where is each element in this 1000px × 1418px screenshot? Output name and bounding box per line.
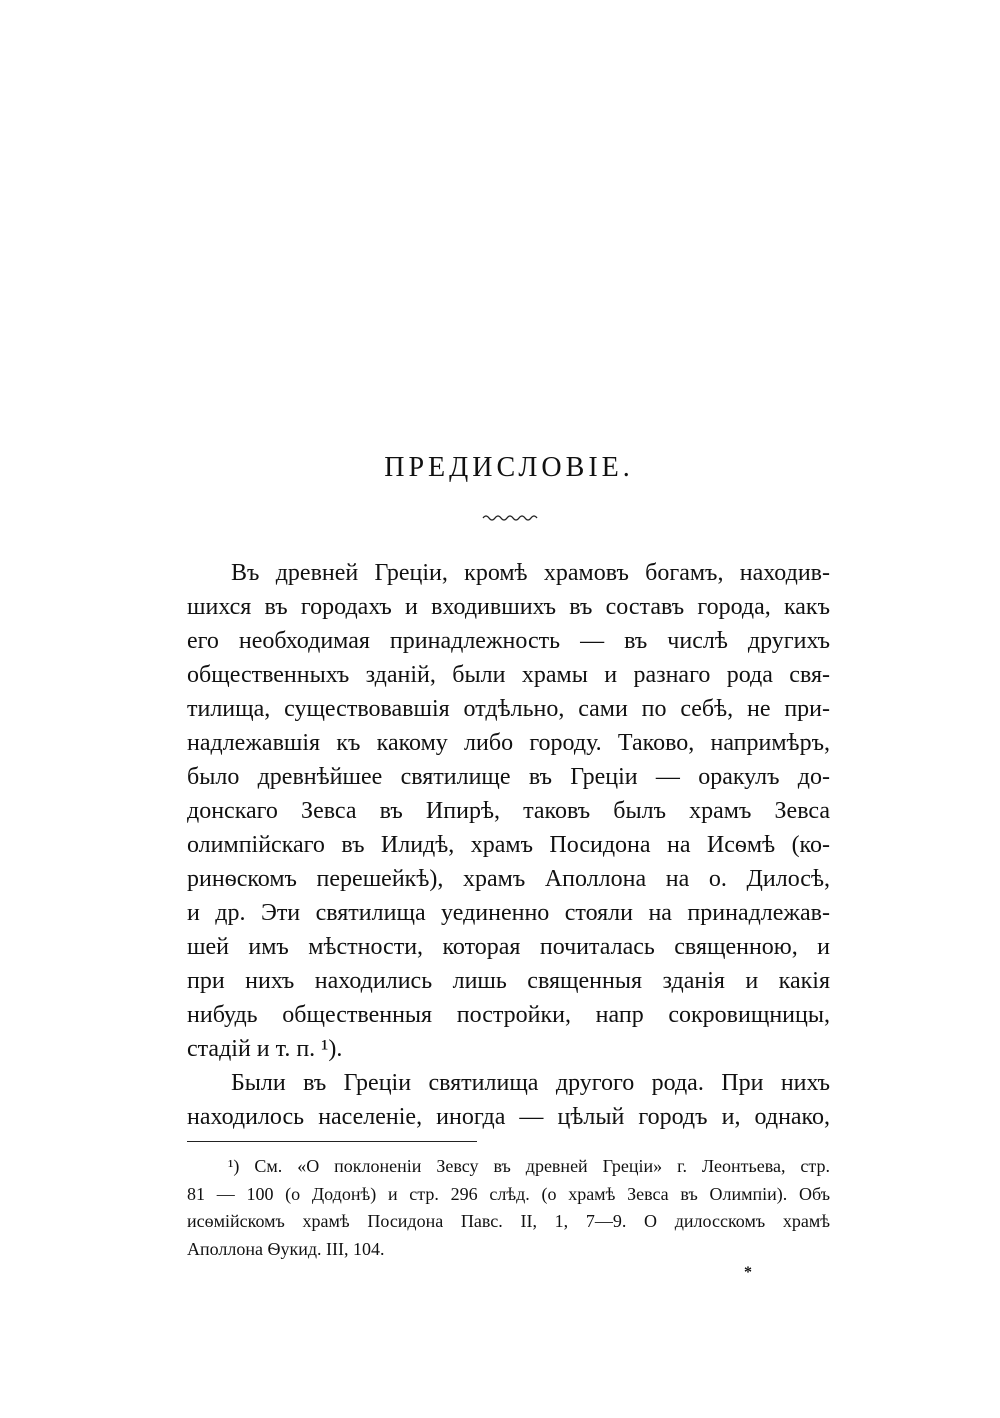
text-line: олимпійскаго въ Илидѣ, храмъ Посидона на Исѳмѣ (ко-: [187, 832, 830, 858]
footnote-line: 81 — 100 (о Додонѣ) и стр. 296 слѣд. (о храмѣ Зевса въ Олимпіи). Объ: [187, 1183, 830, 1204]
page-mark: *: [744, 1264, 752, 1281]
text-line: шей имъ мѣстности, которая почиталась священною, и: [187, 934, 830, 960]
text-line: нибудь общественныя постройки, напр сокровищницы,: [187, 1002, 830, 1028]
text-line: надлежавшія къ какому либо городу. Таково, напримѣръ,: [187, 730, 830, 756]
text-line: и др. Эти святилища уединенно стояли на принадлежав-: [187, 900, 830, 926]
text-line: стадій и т. п. ¹).: [187, 1036, 343, 1062]
footnote-line: Аполлона Ѳукид. III, 104.: [187, 1239, 385, 1260]
footnote-line: ¹) См. «О поклоненіи Зевсу въ древней Греціи» г. Леонтьева, стр.: [228, 1156, 830, 1176]
text-line: Въ древней Греціи, кромѣ храмовъ богамъ, находив-: [231, 560, 830, 586]
text-line: донскаго Зевса въ Ипирѣ, таковъ былъ храмъ Зевса: [187, 798, 830, 824]
text-line: тилища, существовавшія отдѣльно, сами по себѣ, не при-: [187, 696, 830, 722]
body-text: [187, 556, 830, 1134]
title-ornament: [482, 511, 540, 523]
text-line: шихся въ городахъ и входившихъ въ составъ города, какъ: [187, 594, 830, 620]
text-line: его необходимая принадлежность — въ числѣ другихъ: [187, 628, 830, 654]
text-line: при нихъ находились лишь священныя зданія и какія: [187, 968, 830, 994]
footnote-rule: [187, 1141, 477, 1142]
text-line: ринѳскомъ перешейкѣ), храмъ Аполлона на о. Дилосѣ,: [187, 866, 830, 892]
footnote-line: исѳмійскомъ храмѣ Посидона Павс. II, 1, 7—9. О дилосскомъ храмѣ: [187, 1211, 830, 1232]
chapter-title: ПРЕДИСЛОВІЕ.: [384, 452, 634, 483]
text-line: Были въ Греціи святилища другого рода. При нихъ: [231, 1070, 830, 1096]
text-line: было древнѣйшее святилище въ Греціи — оракулъ до-: [187, 764, 830, 790]
text-line: находилось населеніе, иногда — цѣлый городъ и, однако,: [187, 1104, 830, 1130]
footnote: [187, 1153, 830, 1264]
text-line: общественныхъ зданій, были храмы и разнаго рода свя-: [187, 662, 830, 688]
